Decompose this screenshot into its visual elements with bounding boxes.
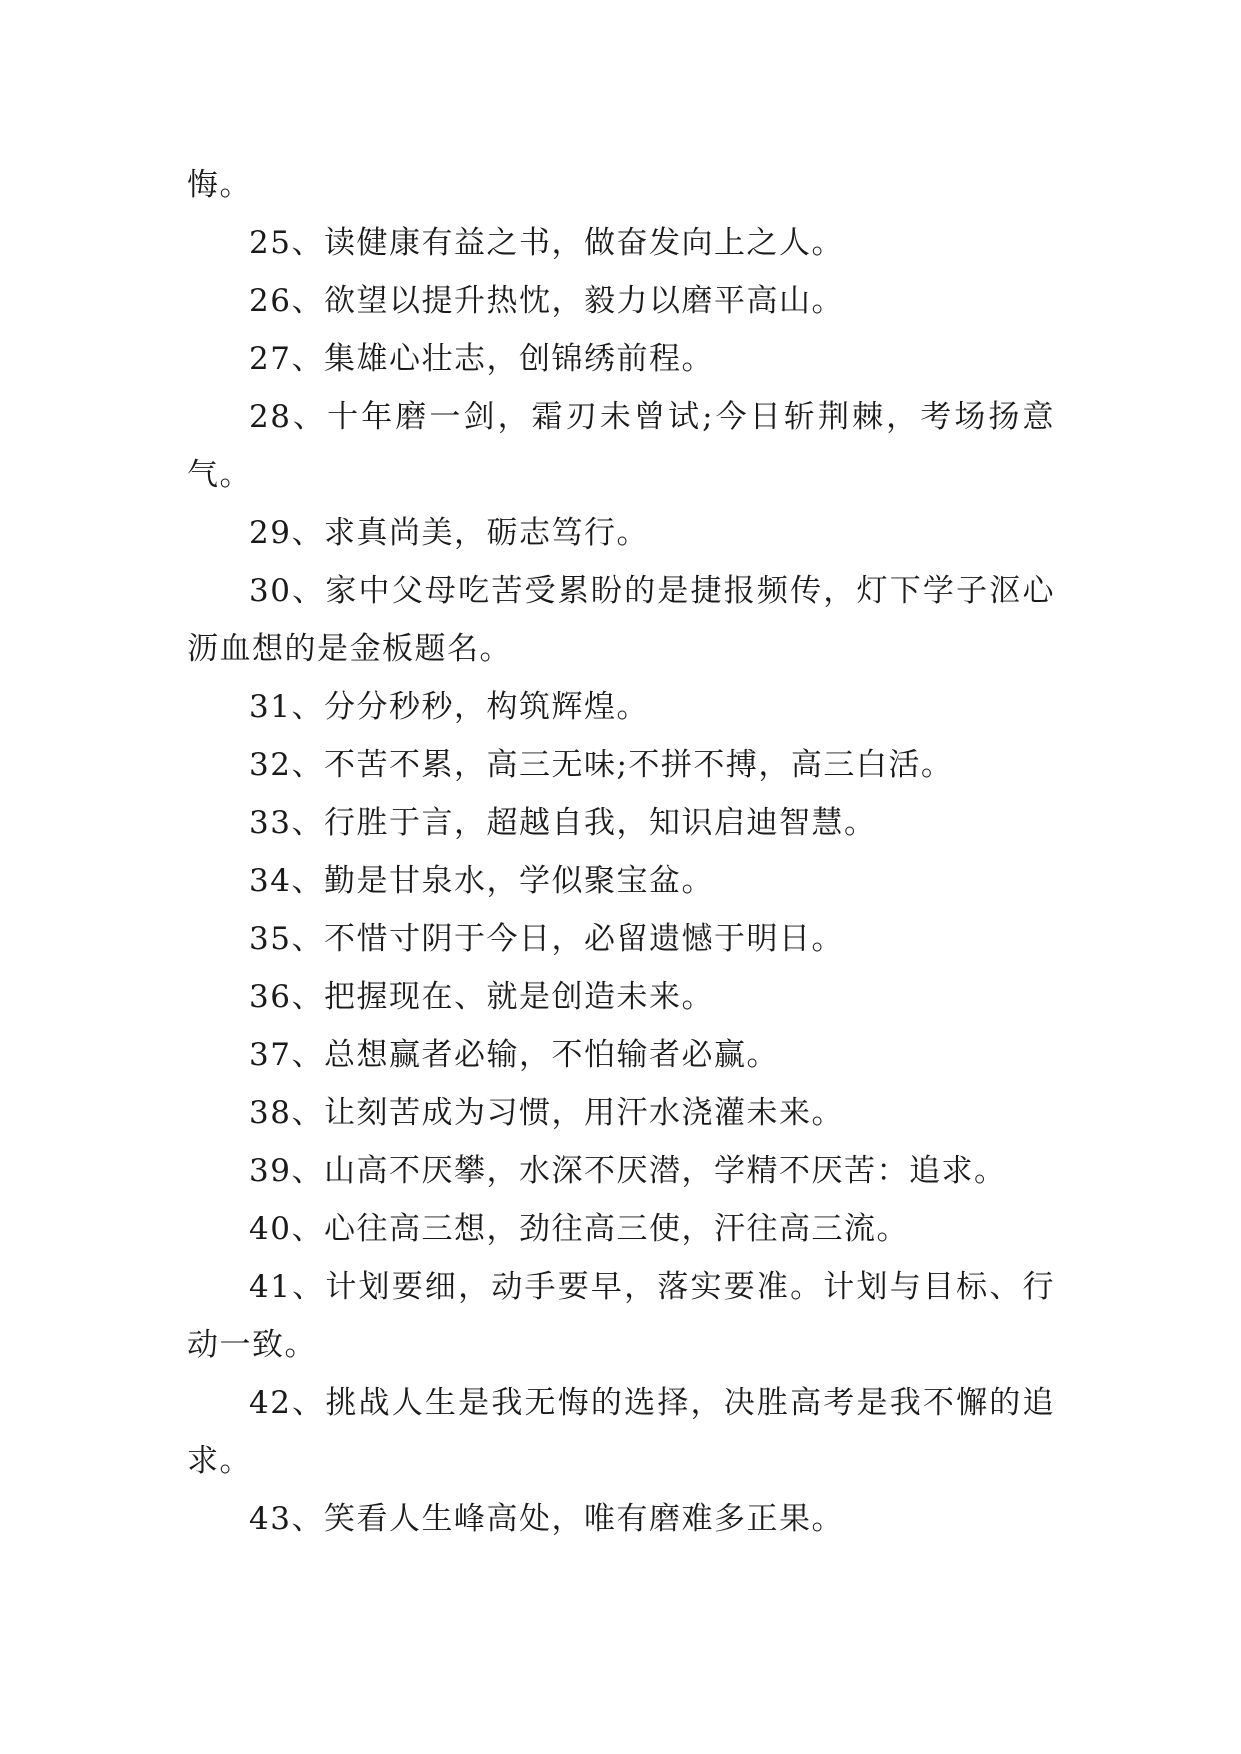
paragraph: 28、十年磨一剑，霜刃未曾试;今日斩荆棘，考场扬意气。	[187, 399, 1055, 493]
paragraph: 38、让刻苦成为习惯，用汗水浇灌未来。	[249, 1095, 844, 1131]
paragraph: 30、家中父母吃苦受累盼的是捷报频传，灯下学子沤心沥血想的是金板题名。	[187, 573, 1055, 667]
paragraph: 40、心往高三想，劲往高三使，汗往高三流。	[249, 1211, 909, 1247]
paragraph: 42、挑战人生是我无悔的选择，决胜高考是我不懈的追求。	[187, 1385, 1055, 1479]
paragraph: 39、山高不厌攀，水深不厌潜，学精不厌苦：追求。	[249, 1153, 1007, 1189]
paragraph: 37、总想赢者必输，不怕输者必赢。	[249, 1037, 779, 1073]
paragraph: 41、计划要细，动手要早，落实要准。计划与目标、行动一致。	[187, 1269, 1055, 1363]
paragraph: 悔。	[187, 167, 252, 203]
document-body	[187, 156, 1055, 1548]
paragraph: 29、求真尚美，砺志笃行。	[249, 515, 649, 551]
paragraph: 36、把握现在、就是创造未来。	[249, 979, 714, 1015]
paragraph: 34、勤是甘泉水，学似聚宝盆。	[249, 863, 714, 899]
paragraph: 26、欲望以提升热忱，毅力以磨平高山。	[249, 283, 844, 319]
paragraph: 33、行胜于言，超越自我，知识启迪智慧。	[249, 805, 877, 841]
paragraph: 32、不苦不累，高三无味;不拼不搏，高三白活。	[249, 747, 954, 783]
paragraph: 31、分分秒秒，构筑辉煌。	[249, 689, 649, 725]
paragraph: 43、笑看人生峰高处，唯有磨难多正果。	[249, 1501, 844, 1537]
paragraph: 27、集雄心壮志，创锦绣前程。	[249, 341, 714, 377]
paragraph: 35、不惜寸阴于今日，必留遗憾于明日。	[249, 921, 844, 957]
paragraph: 25、读健康有益之书，做奋发向上之人。	[249, 225, 844, 261]
